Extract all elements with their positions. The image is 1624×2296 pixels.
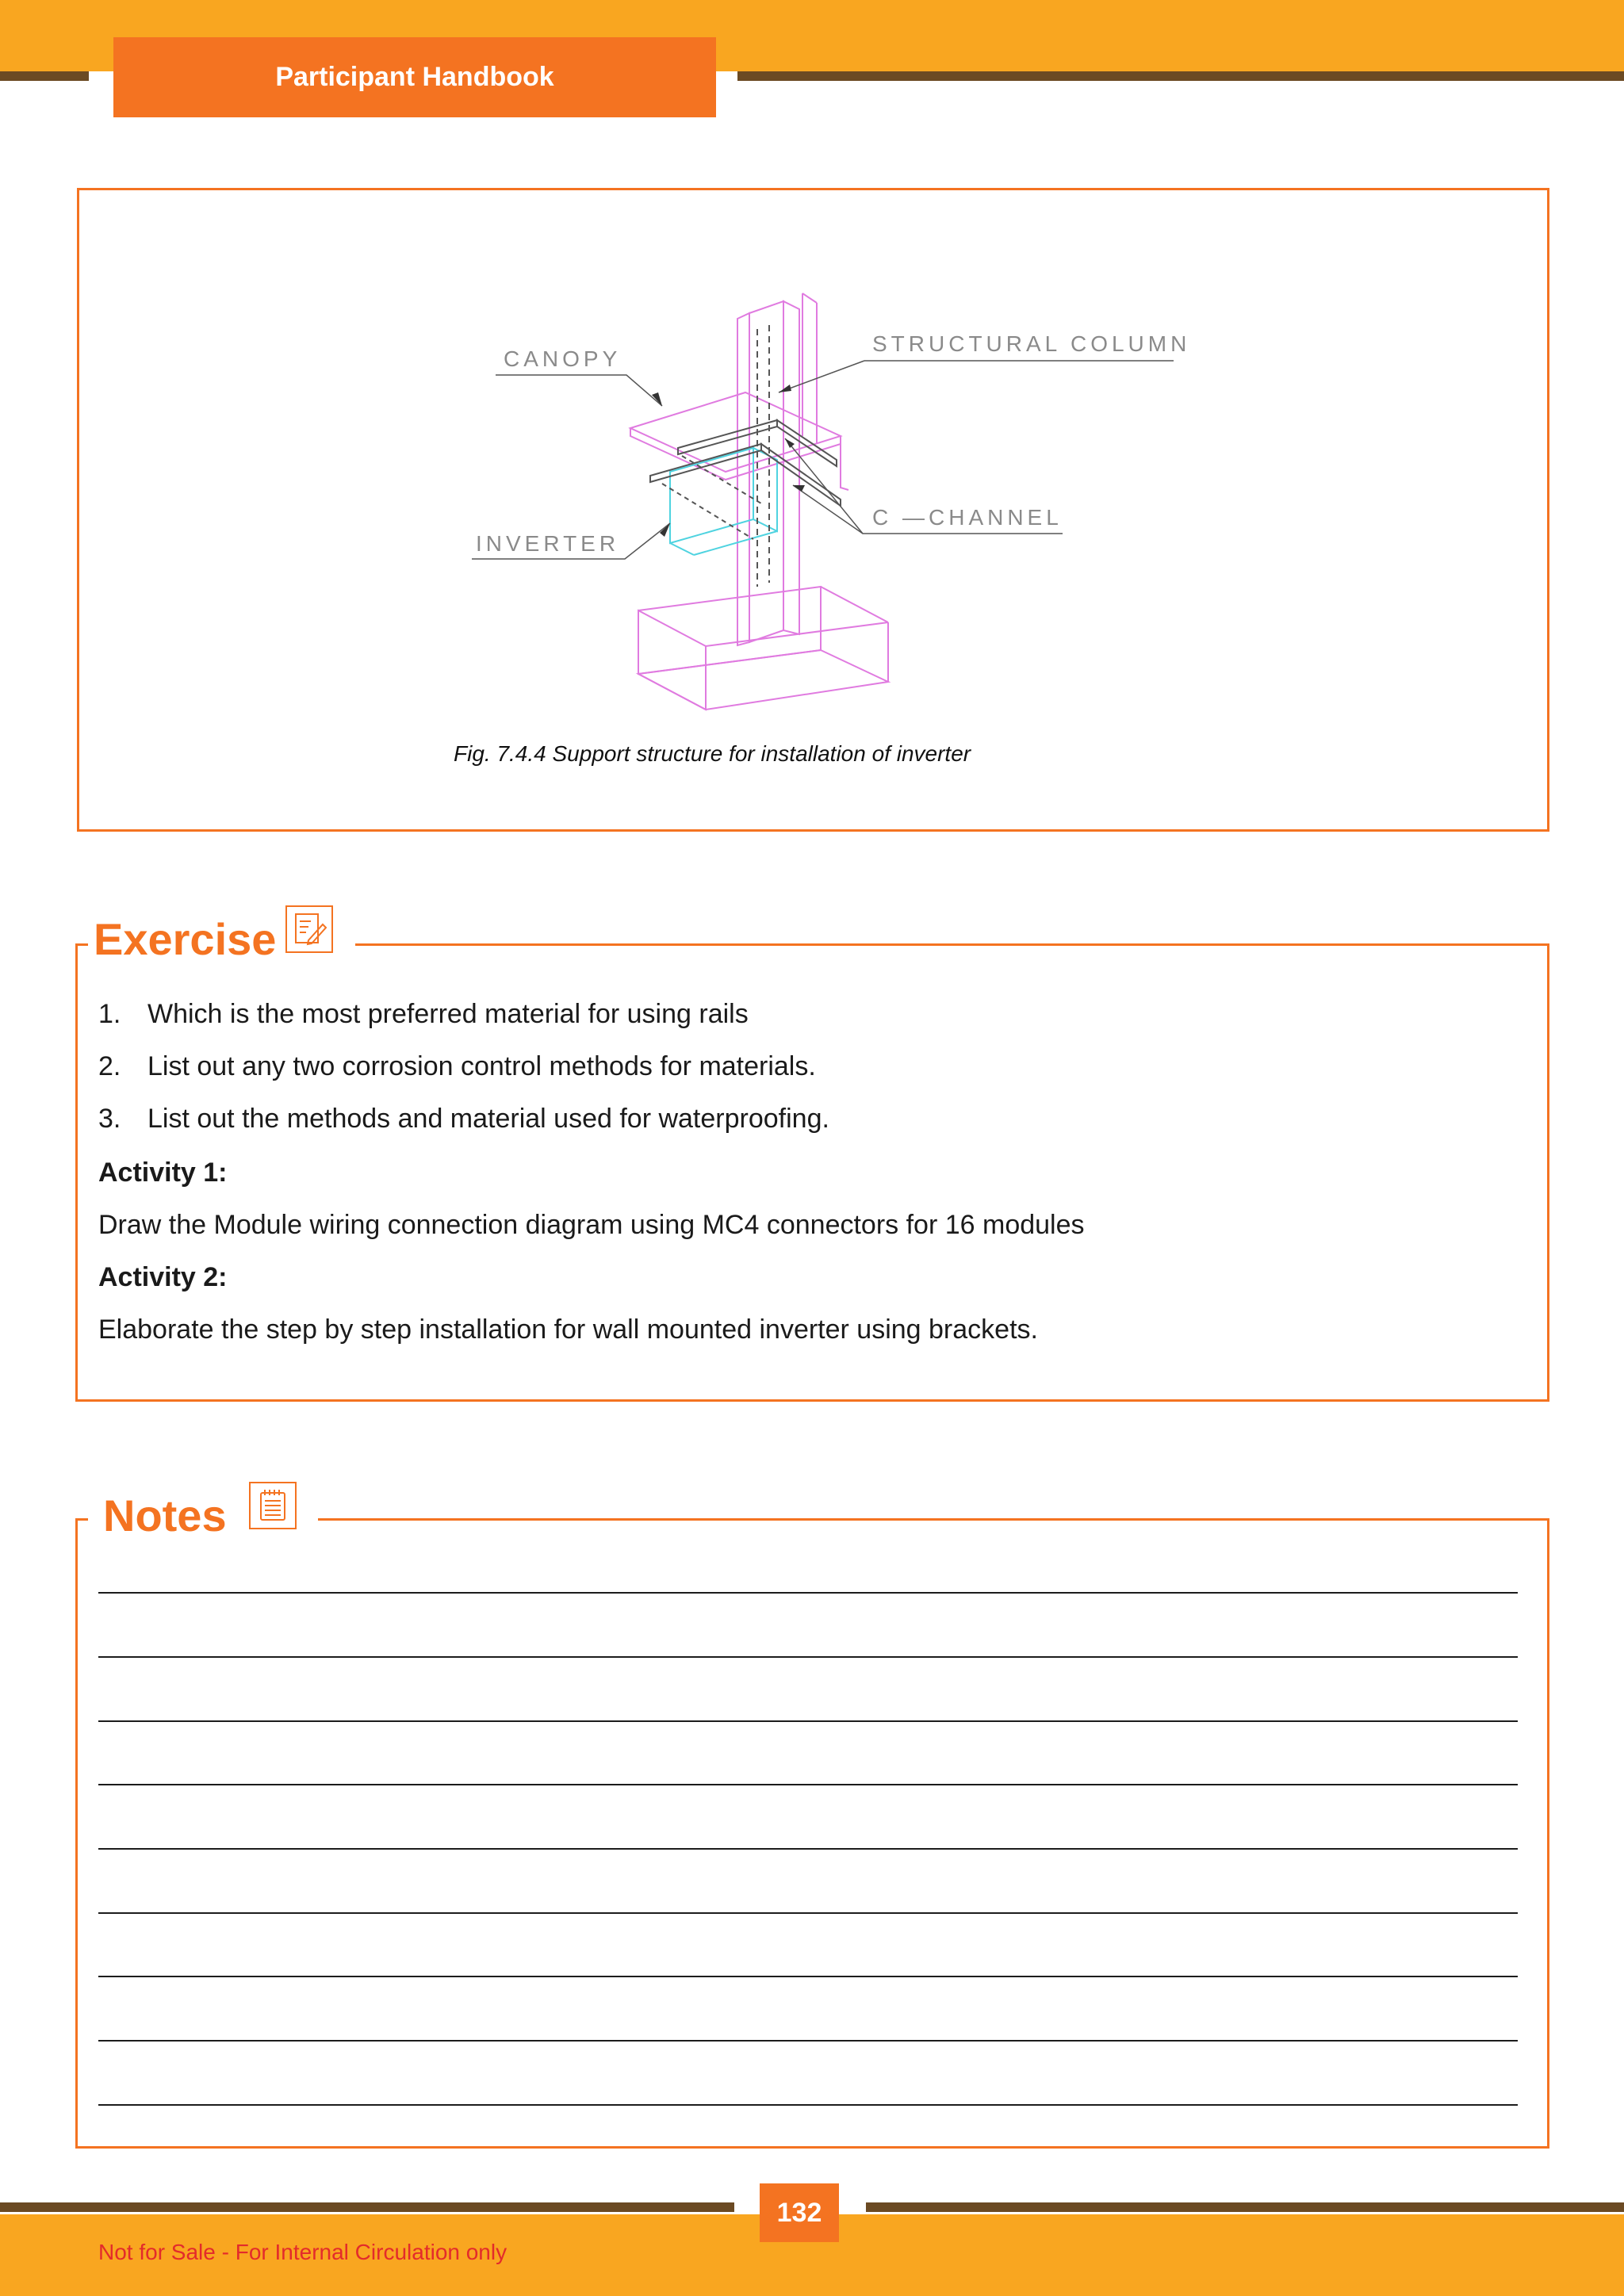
header-rule-left xyxy=(0,71,89,81)
figure-caption: Fig. 7.4.4 Support structure for installation of inverter xyxy=(454,741,971,766)
notes-panel xyxy=(75,1518,1549,2149)
note-line[interactable] xyxy=(98,1848,1518,1850)
leader-lines xyxy=(472,361,1174,559)
activity-2-heading: Activity 2: xyxy=(98,1262,228,1292)
note-line[interactable] xyxy=(98,2040,1518,2042)
label-c-channel: C —CHANNEL xyxy=(872,505,1063,530)
footer-rule-right xyxy=(866,2202,1624,2212)
exercise-border-right xyxy=(355,943,1549,946)
note-line[interactable] xyxy=(98,2104,1518,2106)
footer-notice: Not for Sale - For Internal Circulation only xyxy=(98,2240,508,2264)
activity-2-text: Elaborate the step by step installation for wall mounted inverter using brackets. xyxy=(98,1314,1038,1345)
label-canopy: CANOPY xyxy=(504,346,622,371)
note-line[interactable] xyxy=(98,1656,1518,1658)
notes-title: Notes xyxy=(103,1490,227,1540)
exercise-questions xyxy=(98,995,1510,1152)
exercise-border-left xyxy=(75,943,88,946)
inverter-box xyxy=(670,448,777,555)
notepad-icon xyxy=(249,1482,297,1529)
note-line[interactable] xyxy=(98,1720,1518,1722)
page-number: 132 xyxy=(760,2183,839,2242)
note-line[interactable] xyxy=(98,1784,1518,1785)
base-block xyxy=(638,587,888,710)
notes-border-left xyxy=(75,1518,88,1521)
notes-border-right xyxy=(318,1518,1549,1521)
note-line[interactable] xyxy=(98,1976,1518,1977)
header-title: Participant Handbook xyxy=(113,37,716,117)
activity-1-text: Draw the Module wiring connection diagram using MC4 connectors for 16 modules xyxy=(98,1210,1085,1240)
edit-document-icon xyxy=(285,905,333,953)
label-structural-column: STRUCTURAL COLUMN xyxy=(872,331,1191,356)
label-inverter: INVERTER xyxy=(476,531,620,556)
list-item: 1. Which is the most preferred material for using rails xyxy=(98,999,749,1029)
footer-rule-left xyxy=(0,2202,734,2212)
figure-panel xyxy=(77,188,1549,832)
note-line[interactable] xyxy=(98,1592,1518,1594)
activity-1-heading: Activity 1: xyxy=(98,1158,228,1188)
list-item: 2. List out any two corrosion control methods for materials. xyxy=(98,1051,816,1081)
header-rule-right xyxy=(737,71,1624,81)
list-item: 3. List out the methods and material used for waterproofing. xyxy=(98,1104,829,1134)
note-line[interactable] xyxy=(98,1912,1518,1914)
leader-arrows xyxy=(652,385,805,537)
exercise-title: Exercise xyxy=(94,914,277,964)
support-structure-drawing xyxy=(79,190,1547,829)
